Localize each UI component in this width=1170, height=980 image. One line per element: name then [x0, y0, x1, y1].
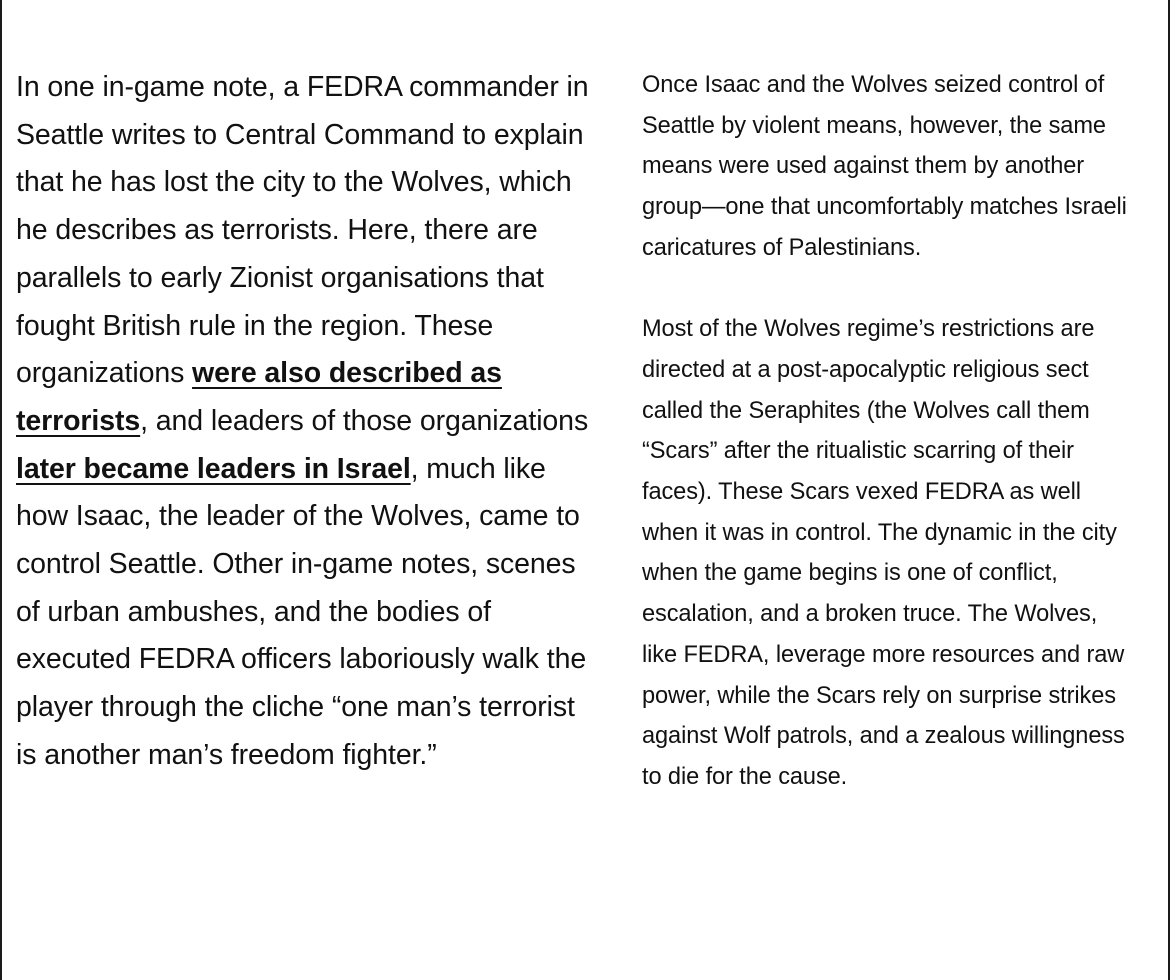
left-text-3: , much like how Isaac, the leader of the Wolves, came to control Seattle. Other in-game notes, scenes of urban ambushes, and the bodies of executed FEDRA officers laboriously walk the player through the cliche “one man’s terrorist is another man’s freedom fighter.”	[16, 452, 587, 771]
right-paragraph-2: Most of the Wolves regime’s restrictions are directed at a post-apocalyptic religious sect called the Seraphites (the Wolves call them “Scars” after the ritualistic scarring of their faces). These Scars vexed FEDRA as well when it was in control. The dynamic in the city when the game begins is one of conflict, escalation, and a broken truce. The Wolves, like FEDRA, leverage more resources and raw power, while the Scars rely on surprise strikes against Wolf patrols, and a zealous willingness to die for the cause.	[642, 316, 1125, 790]
left-paragraph	[16, 64, 591, 780]
right-paragraph-1: Once Isaac and the Wolves seized control of Seattle by violent means, however, the same means were used against them by another group—one that uncomfortably matches Israeli caricatures of Palestinians.	[642, 72, 1127, 261]
left-text-1: In one in-game note, a FEDRA commander in Seattle writes to Central Command to explain that he has lost the city to the Wolves, which he describes as terrorists. Here, there are parallels to early Zionist organisations that fought British rule in the region. These organizations	[16, 71, 589, 390]
terrorists-description-link[interactable]: were also described as terrorists	[16, 357, 502, 437]
left-column	[16, 64, 591, 780]
leaders-in-israel-link[interactable]: later became leaders in Israel	[16, 452, 411, 485]
left-text-2: , and leaders of those organizations	[140, 404, 589, 437]
right-column	[642, 65, 1132, 798]
